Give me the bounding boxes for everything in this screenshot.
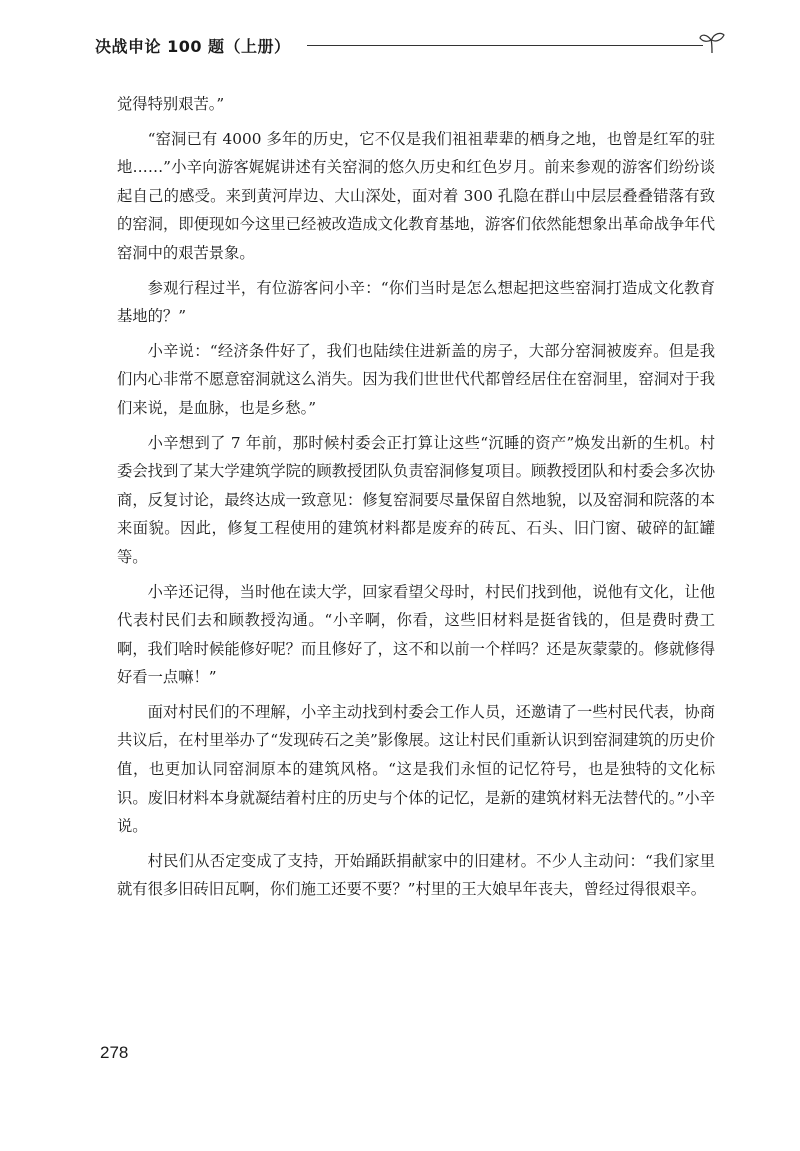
- book-title: 决战申论 100 题（上册）: [95, 37, 291, 56]
- paragraph: 小辛想到了 7 年前，那时候村委会正打算让这些“沉睡的资产”焕发出新的生机。村委会找到了某大学建筑学院的顾教授团队负责窑洞修复项目。顾教授团队和村委会多次协商，反复讨论，最终达成一致意见：修复窑洞要尽量保留自然地貌，以及窑洞和院落的本来面貌。因此，修复工程使用的建筑材料都是废弃的砖瓦、石头、旧门窗、破碎的缸罐等。: [117, 433, 715, 566]
- paragraph: “窑洞已有 4000 多年的历史，它不仅是我们祖祖辈辈的栖身之地，也曾是红军的驻地……”小辛向游客娓娓讲述有关窑洞的悠久历史和红色岁月。前来参观的游客们纷纷谈起自己的感受。来到黄河岸边、大山深处，面对着 300 孔隐在群山中层层叠叠错落有致的窑洞，即便现如今这里已经被改造成文化教育基地，游客们依然能想象出革命战争年代窑洞中的艰苦景象。: [117, 129, 715, 262]
- paragraph: 小辛还记得，当时他在读大学，回家看望父母时，村民们找到他，说他有文化，让他代表村民们去和顾教授沟通。“小辛啊，你看，这些旧材料是挺省钱的，但是费时费工啊，我们啥时候能修好呢？而且修好了，这不和以前一个样吗？还是灰蒙蒙的。修就修得好看一点嘛！”: [117, 582, 715, 687]
- paragraph: 觉得特别艰苦。”: [117, 95, 225, 113]
- page-number: 278: [100, 1043, 129, 1062]
- paragraph: 参观行程过半，有位游客问小辛：“你们当时是怎么想起把这些窑洞打造成文化教育基地的？”: [117, 278, 715, 326]
- header-rule: [307, 45, 703, 46]
- paragraph: 村民们从否定变成了支持，开始踊跃捐献家中的旧建材。不少人主动问：“我们家里就有很多旧砖旧瓦啊，你们施工还要不要？”村里的王大娘早年丧夫，曾经过得很艰辛。: [117, 851, 715, 899]
- sprout-icon: [699, 30, 725, 54]
- paragraph: 小辛说：“经济条件好了，我们也陆续住进新盖的房子，大部分窑洞被废弃。但是我们内心非常不愿意窑洞就这么消失。因为我们世世代代都曾经居住在窑洞里，窑洞对于我们来说，是血脉，也是乡愁。”: [117, 341, 715, 417]
- page-header: [95, 28, 735, 60]
- article-body: [117, 90, 715, 910]
- paragraph: 面对村民们的不理解，小辛主动找到村委会工作人员，还邀请了一些村民代表，协商共议后，在村里举办了“发现砖石之美”影像展。这让村民们重新认识到窑洞建筑的历史价值，也更加认同窑洞原本的建筑风格。“这是我们永恒的记忆符号，也是独特的文化标识。废旧材料本身就凝结着村庄的历史与个体的记忆，是新的建筑材料无法替代的。”小辛说。: [117, 702, 715, 836]
